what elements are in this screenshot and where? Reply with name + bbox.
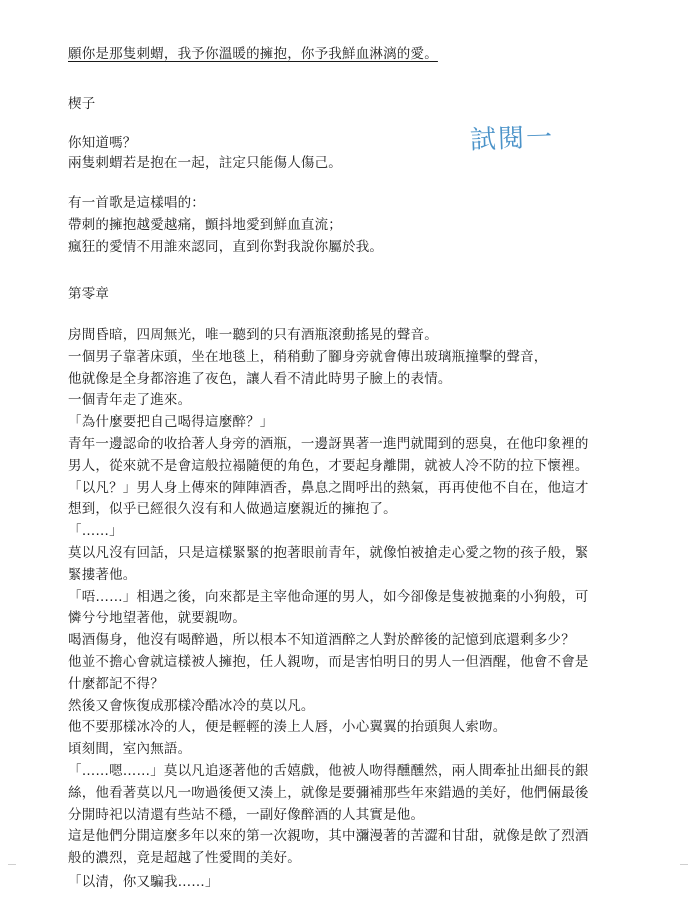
text-line: 「以清，你又騙我……」	[68, 874, 219, 890]
text-line: 緊摟著他。	[68, 567, 137, 583]
text-line: 你知道嗎？	[68, 135, 137, 151]
text-line: 絲，他看著莫以凡一吻過後便又湊上，就像是要彌補那些年來錯過的美好，他們倆最後	[68, 785, 589, 801]
text-line: 一個男子靠著床頭，坐在地毯上，稍稍動了腳身旁就會傳出玻璃瓶撞擊的聲音，	[68, 349, 548, 365]
text-line: 「……嗯……」莫以凡追逐著他的舌嬉戲，他被人吻得醺醺然，兩人間牽扯出細長的銀	[68, 763, 589, 779]
text-line: 男人，從來就不是會這般拉褟隨便的角色，才要起身離開，就被人冷不防的拉下懷裡。	[68, 458, 589, 474]
text-line: 這是他們分開這麼多年以來的第一次親吻，其中瀰漫著的苦澀和甘甜，就像是飲了烈酒	[68, 828, 589, 844]
text-line: 他並不擔心會就這樣被人擁抱，任人親吻，而是害怕明日的男人一但酒醒，他會不會是	[68, 654, 589, 670]
text-line: 想到，似乎已經很久沒有和人做過這麼親近的擁抱了。	[68, 501, 397, 517]
text-line: 瘋狂的愛情不用誰來認同，直到你對我說你屬於我。	[68, 239, 384, 255]
text-line: 頃刻間，室內無語。	[68, 741, 192, 757]
preview-stamp: 試閱一	[469, 122, 555, 156]
section-heading-prologue: 楔子	[68, 96, 96, 112]
text-line: 有一首歌是這樣唱的：	[68, 195, 205, 211]
text-line: 帶刺的擁抱越愛越痛，顫抖地愛到鮮血直流；	[68, 217, 342, 233]
text-line: 「……」	[68, 523, 123, 539]
text-line: 一個青年走了進來。	[68, 392, 192, 408]
text-line: 他不要那樣冰冷的人，便是輕輕的湊上人唇，小心翼翼的抬頭與人索吻。	[68, 719, 507, 735]
text-line: 什麼都記不得？	[68, 676, 164, 692]
text-line: 「為什麼要把自己喝得這麼醉？」	[68, 414, 274, 430]
text-line: 兩隻刺蝟若是抱在一起，註定只能傷人傷己。	[68, 155, 342, 171]
page-edge-mark	[680, 864, 688, 865]
text-line: 喝酒傷身，他沒有喝醉過，所以根本不知道酒醉之人對於醉後的記憶到底還剩多少？	[68, 632, 575, 648]
text-line: 他就像是全身都溶進了夜色，讓人看不清此時男子臉上的表情。	[68, 371, 452, 387]
text-line: 「唔……」相遇之後，向來都是主宰他命運的男人，如今卻像是隻被拋棄的小狗般，可	[68, 589, 589, 605]
text-line: 分開時祀以清還有些站不穩，一副好像醉酒的人其實是他。	[68, 807, 425, 823]
text-line: 莫以凡沒有回話，只是這樣緊緊的抱著眼前青年，就像怕被搶走心愛之物的孩子般，緊	[68, 545, 589, 561]
text-line: 憐兮兮地望著他，就要親吻。	[68, 610, 247, 626]
text-line: 房間昏暗，四周無光，唯一聽到的只有酒瓶滾動搖晃的聲音。	[68, 327, 438, 343]
text-line: 青年一邊認命的收拾著人身旁的酒瓶，一邊訝異著一進門就聞到的惡臭，在他印象裡的	[68, 436, 589, 452]
page-edge-mark	[8, 864, 16, 865]
epigraph: 願你是那隻刺蝟，我予你溫暖的擁抱，你予我鮮血淋漓的愛。	[68, 46, 438, 62]
section-heading-chapter-zero: 第零章	[68, 286, 110, 302]
text-line: 然後又會恢復成那樣冷酷冰冷的莫以凡。	[68, 698, 315, 714]
text-line: 「以凡？」男人身上傳來的陣陣酒香，鼻息之間呼出的熱氣，再再使他不自在，他這才	[68, 480, 589, 496]
text-line: 般的濃烈，竟是超越了性愛間的美好。	[68, 850, 301, 866]
